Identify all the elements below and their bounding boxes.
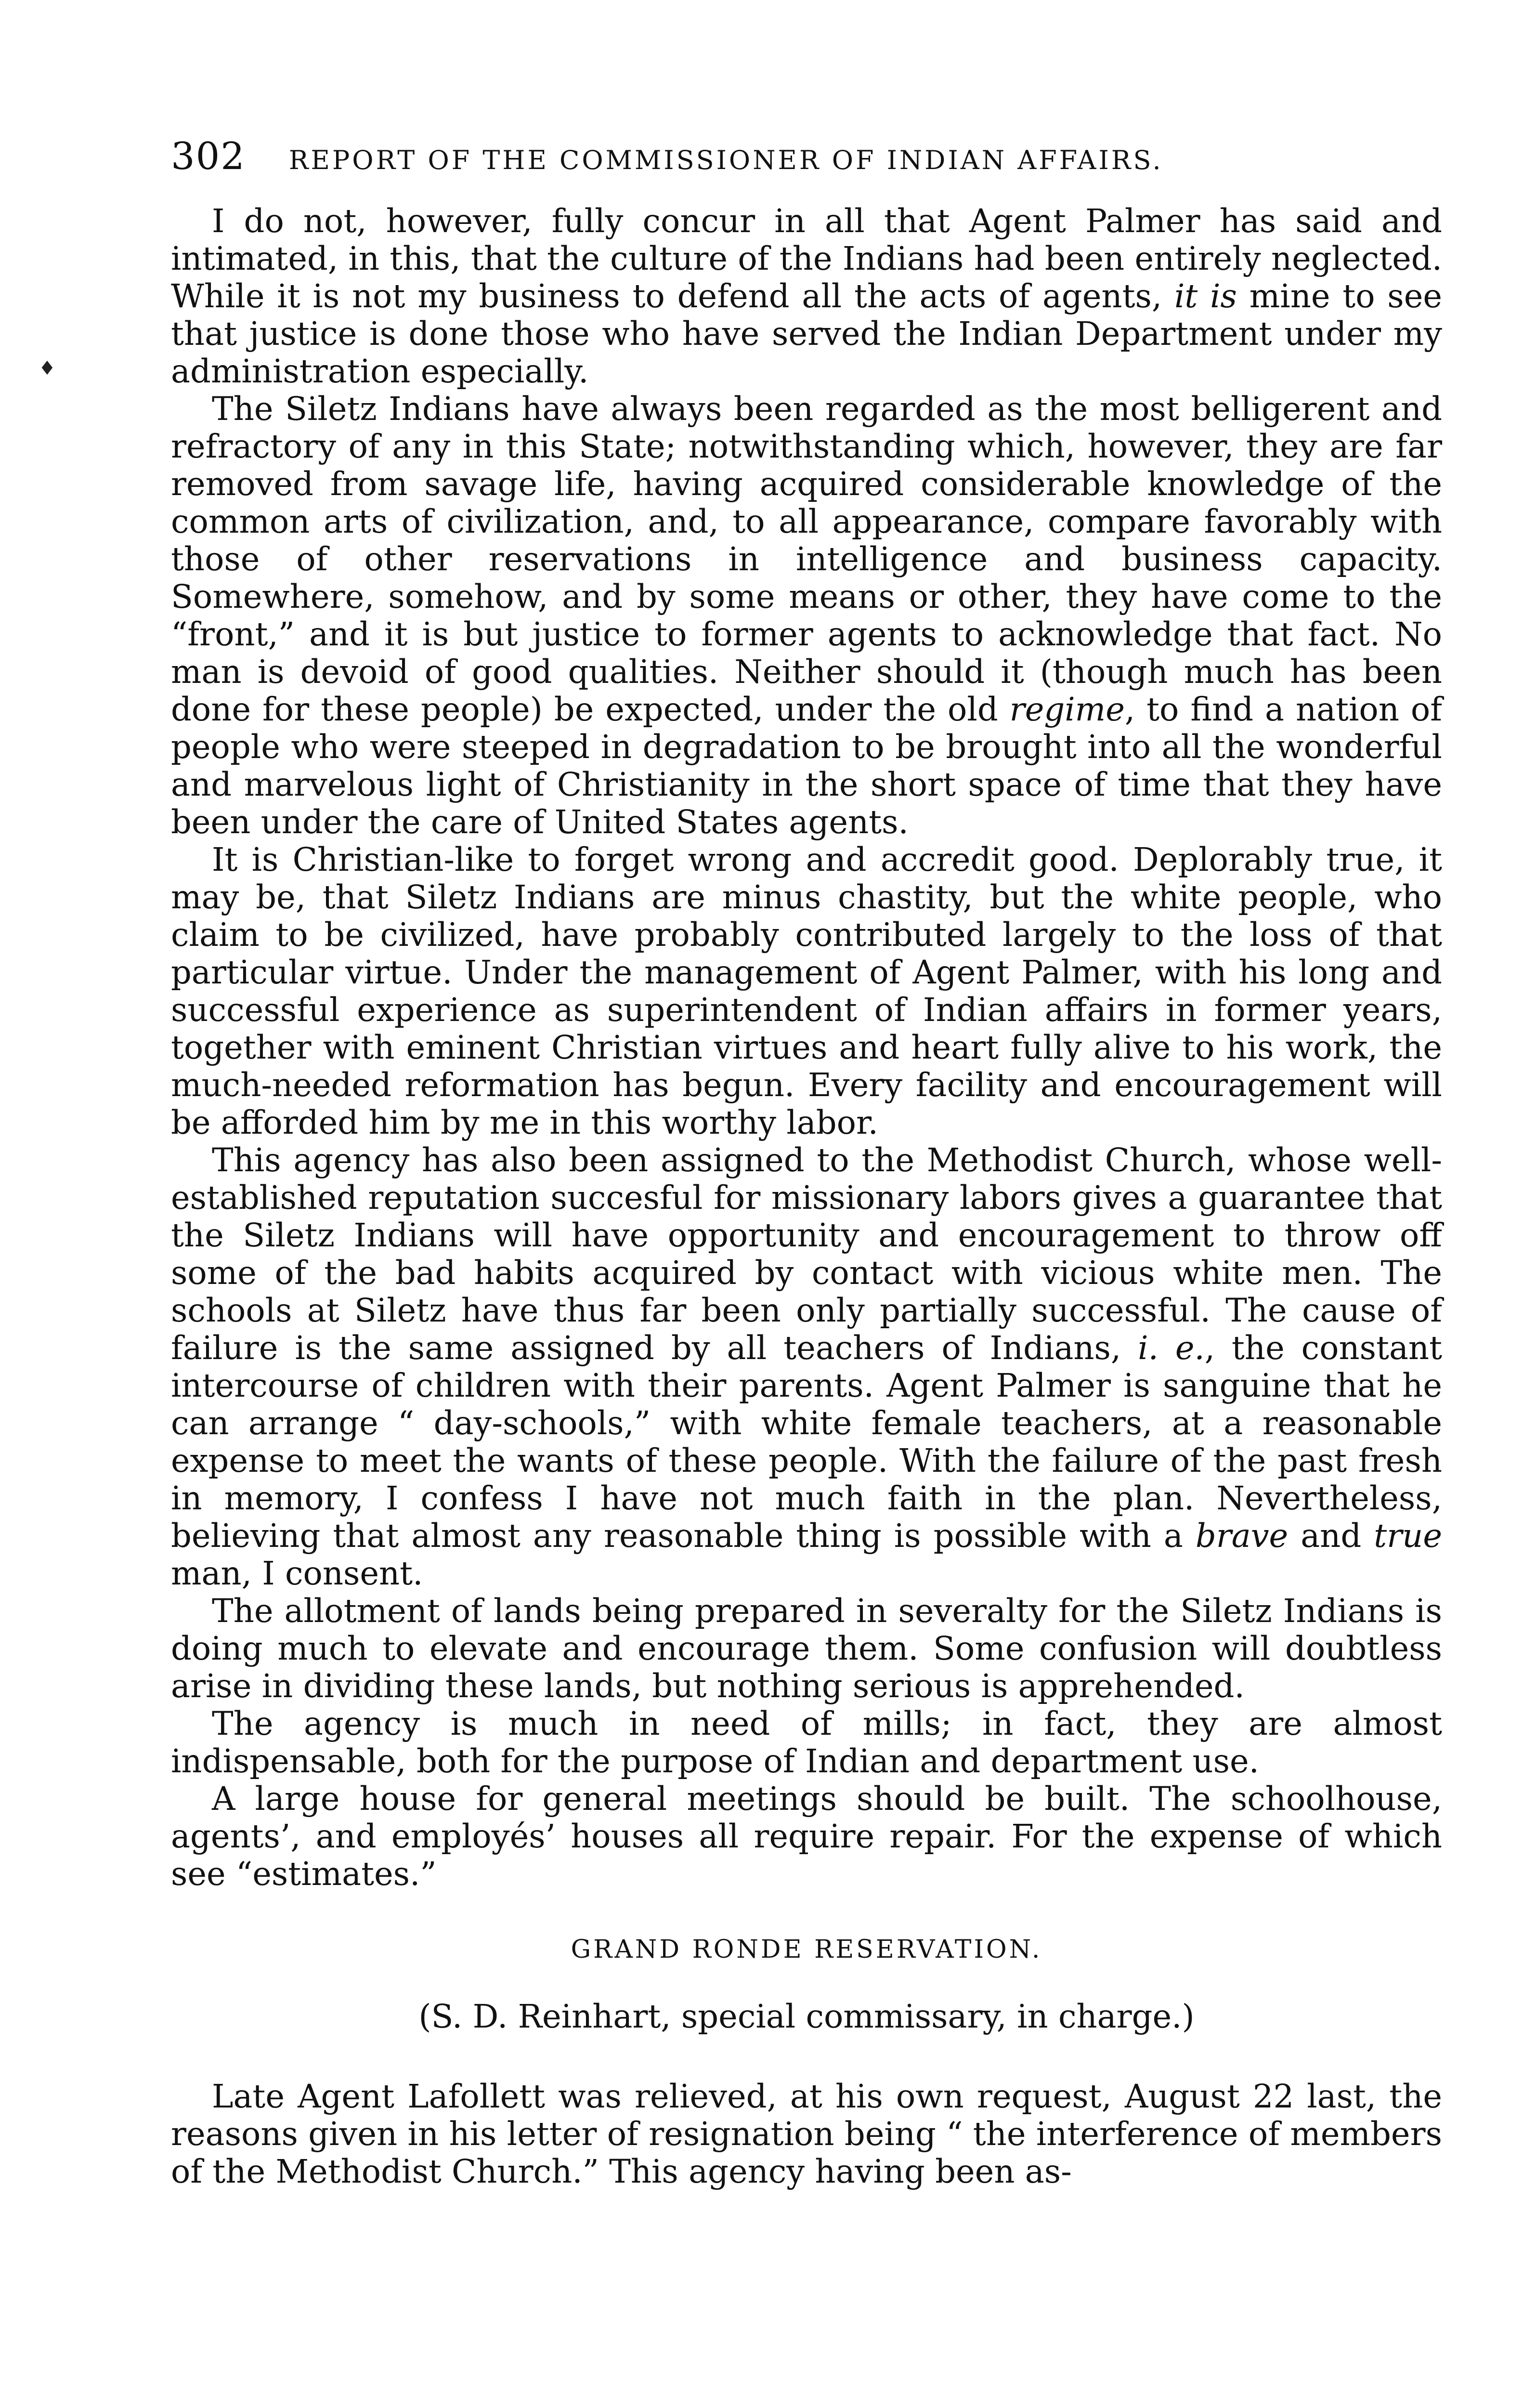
margin-mark: ♦ (39, 357, 56, 380)
paragraph-siletz-indians (171, 390, 1442, 841)
running-title: REPORT OF THE COMMISSIONER OF INDIAN AFFAIRS. (288, 145, 1163, 175)
paragraph-lafollett: Late Agent Lafollett was relieved, at his own request, August 22 last, the reasons given in his letter of resignation being “ the interference of members of the Methodist Church.” This agency having been as- (171, 2078, 1442, 2190)
paragraph-text: , to find a nation of people who were steeped in degradation to be brought into all the wonderful and marvelous light of Christianity in the short space of time that they have been under the care of United States agents. (171, 691, 1442, 841)
paragraph-text: I do not, however, fully concur in all that Agent Palmer has said and intimated, in this, that the culture of the Indians had been entirely neglected. While it is not my business to defend all the acts of agents, (171, 202, 1442, 315)
italic-text: it is (1174, 277, 1237, 315)
page (171, 135, 1442, 2190)
italic-text: brave (1195, 1517, 1289, 1555)
italic-text: true (1374, 1517, 1442, 1555)
paragraph-allotment: The allotment of lands being prepared in severalty for the Siletz Indians is doing much to elevate and encourage them. Some confusion will doubtless arise in dividing these lands, but nothing serious is apprehended. (171, 1592, 1442, 1705)
paragraph-text: and (1288, 1517, 1374, 1555)
paragraph-text: , the constant intercourse of children with their parents. Agent Palmer is sanguine that he can arrange “ day-schools,” with white female teachers, at a reasonable expense to meet the wants of these people. With the failure of the past fresh in memory, I confess I have not much faith in the plan. Nevertheless, believing that almost any reasonable thing is possible with a (171, 1329, 1442, 1555)
paragraph-mills: The agency is much in need of mills; in fact, they are almost indispensable, both for the purpose of Indian and department use. (171, 1705, 1442, 1780)
paragraph-text: This agency has also been assigned to the Methodist Church, whose well-established reputation succesful for missionary labors gives a guarantee that the Siletz Indians will have opportunity and encouragement to throw off some of the bad habits acquired by contact with vicious white men. The schools at Siletz have thus far been only partially successful. The cause of failure is the same assigned by all teachers of Indians, (171, 1141, 1442, 1367)
paragraph-text: man, I consent. (171, 1555, 423, 1592)
italic-text: regime (1009, 691, 1125, 728)
italic-text: i. e. (1138, 1329, 1205, 1367)
paragraph-methodist-church (171, 1141, 1442, 1592)
paragraph-text: The Siletz Indians have always been regarded as the most belligerent and refractory of any in this State; notwithstanding which, however, they are far removed from savage life, having acquired considerable knowledge of the common arts of civilization, and, to all appearance, compare favorably with those of other reservations in intelligence and business capacity. Somewhere, somehow, and by some means or other, they have come to the “front,” and it is but justice to former agents to acknowledge that fact. No man is devoid of good qualities. Neither should it (though much has been done for these people) be expected, under the old (171, 390, 1442, 728)
paragraph-concur (171, 202, 1442, 390)
section-title: GRAND RONDE RESERVATION. (571, 1935, 1042, 1964)
section-subtitle: (S. D. Reinhart, special commissary, in charge.) (418, 1998, 1195, 2035)
paragraph-text: mine to see that justice is done those who have served the Indian Department under my administration especially. (171, 277, 1442, 390)
page-number: 302 (171, 135, 246, 178)
paragraph-large-house: A large house for general meetings should be built. The schoolhouse, agents’, and employés’ houses all require repair. For the expense of which see “estimates.” (171, 1780, 1442, 1893)
page-header (171, 135, 1442, 188)
paragraph-christian-like: It is Christian-like to forget wrong and accredit good. Deplorably true, it may be, that Siletz Indians are minus chastity, but the white people, who claim to be civilized, have probably contributed largely to the loss of that particular virtue. Under the management of Agent Palmer, with his long and successful experience as superintendent of Indian affairs in former years, together with eminent Christian virtues and heart fully alive to his work, the much-needed reformation has begun. Every facility and encouragement will be afforded him by me in this worthy labor. (171, 841, 1442, 1141)
